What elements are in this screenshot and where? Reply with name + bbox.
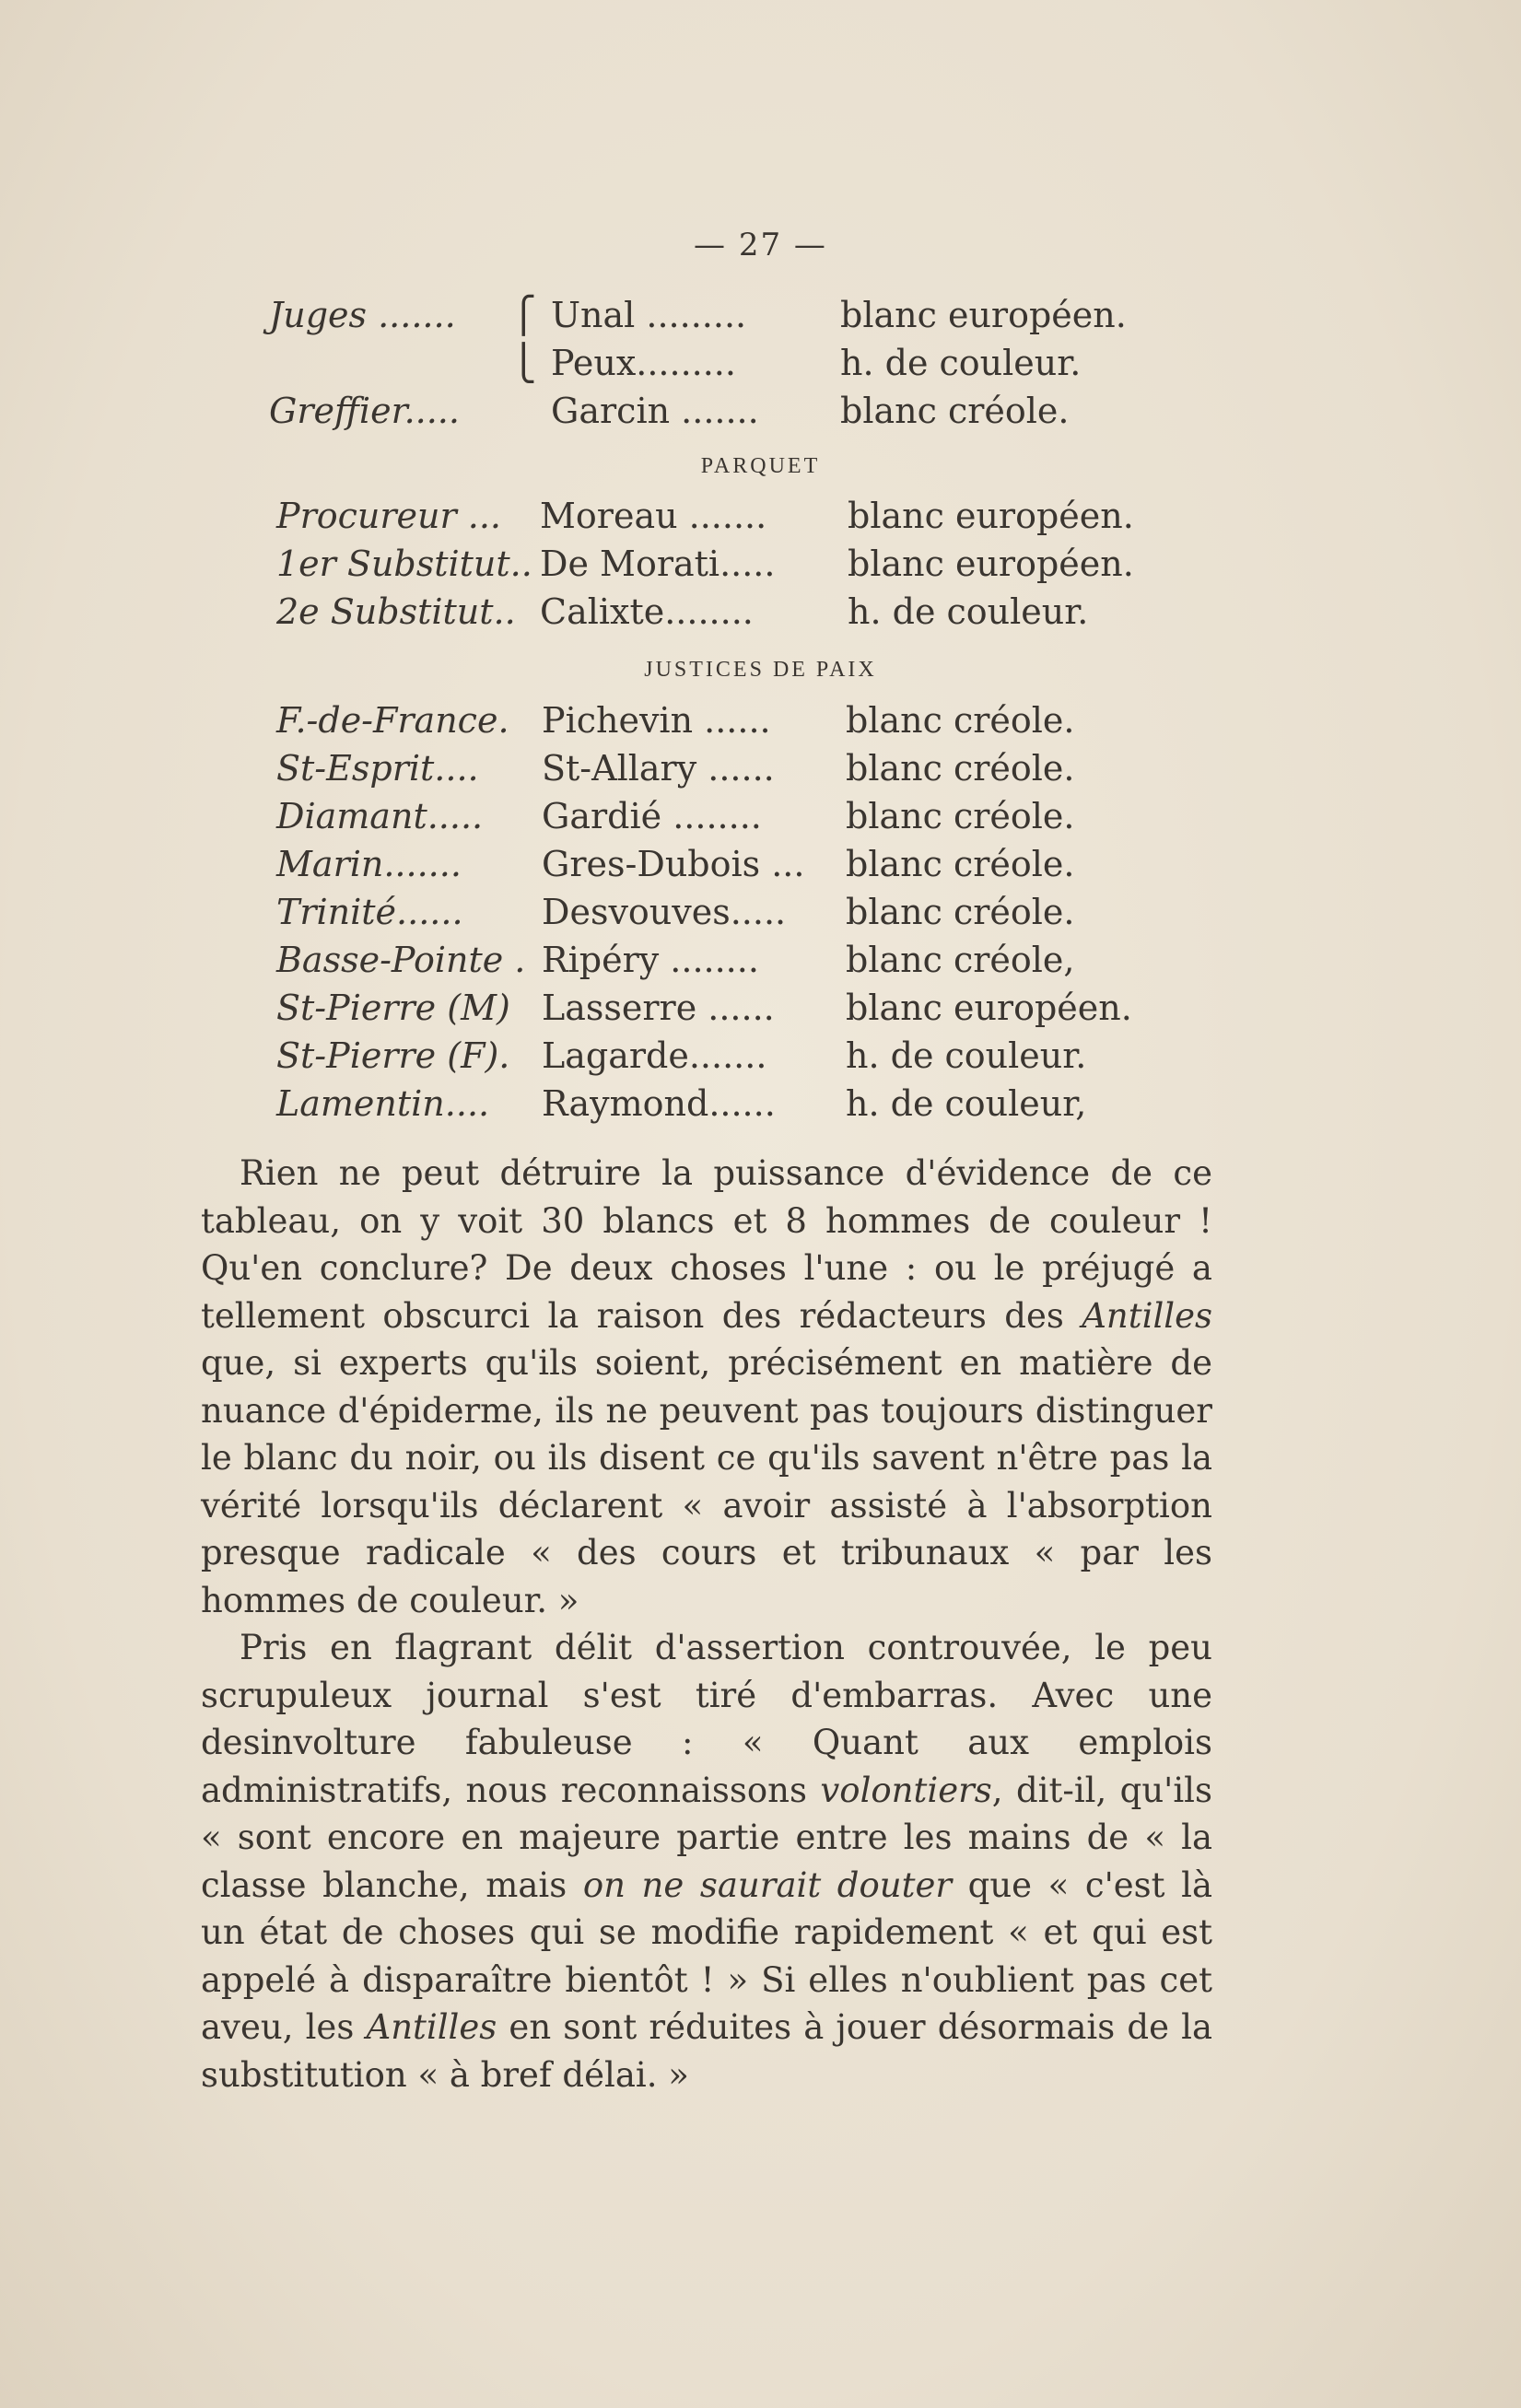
person-name: Gardié ........ [542,796,762,836]
table-row [276,744,1161,792]
person-status: h. de couleur. [840,343,1082,383]
paragraph [201,1150,1212,1624]
body-text [201,1150,1212,2098]
person-status: blanc créole. [846,844,1075,884]
table-row [276,888,1161,936]
italic-run: volontiers [820,1770,992,1810]
brace-bottom: ⎩ [510,343,537,383]
role-label: 1er Substitut.. [276,544,532,584]
table-row [276,936,1161,984]
person-status: blanc créole. [846,700,1075,741]
table-row [276,1032,1161,1080]
table-row [276,792,1161,840]
person-name: Raymond...... [542,1083,776,1124]
table-row [276,696,1161,744]
role-label: F.-de-France. [276,700,509,741]
person-status: blanc créole. [840,391,1070,431]
person-name: Gres-Dubois ... [542,844,805,884]
person-status: blanc européen. [848,544,1134,584]
section-heading-justices: JUSTICES DE PAIX [644,658,877,682]
person-status: blanc créole, [846,940,1075,980]
person-name: Lasserre ...... [542,988,775,1028]
person-status: blanc européen. [848,496,1134,536]
role-label: Marin....... [276,844,462,884]
person-name: Lagarde....... [542,1035,767,1076]
person-status: blanc européen. [840,295,1127,335]
person-status: h. de couleur. [848,591,1089,632]
role-label: Diamant..... [276,796,484,836]
person-status: blanc européen. [846,988,1132,1028]
table-row [276,840,1161,888]
italic-run: on ne saurait douter [582,1864,953,1905]
role-label: 2e Substitut.. [276,591,516,632]
person-status: h. de couleur. [846,1035,1087,1076]
person-status: blanc créole. [846,892,1075,932]
text-run: , dit-il, qu'ils « sont encore en majeure partie entre les mains de « la classe blanche, mais [201,1770,1213,1905]
italic-run: Antilles [366,2007,497,2047]
role-label: Lamentin.... [276,1083,490,1124]
text-run: que « c'est là un état de choses qui se modifie rapidement « et qui est appelé à disparaître bientôt ! » Si elles n'oublient pas cet aveu, les [201,1864,1213,2047]
italic-run: Antilles [1082,1295,1212,1336]
person-name: Desvouves..... [542,892,787,932]
role-label: Basse-Pointe . [276,940,526,980]
paragraph [201,1624,1212,2098]
table-row [276,1080,1161,1128]
table-row [276,492,1161,540]
person-status: blanc créole. [846,748,1075,789]
person-name: St-Allary ...... [542,748,775,789]
role-label: Procureur ... [276,496,501,536]
person-name: Garcin ....... [551,391,759,431]
table-row [269,387,1153,435]
role-label: Juges ....... [269,295,456,335]
table-row [269,291,1153,339]
person-name: Moreau ....... [540,496,767,536]
person-name: Unal ......... [551,295,747,335]
brace-top: ⎧ [510,295,537,335]
person-status: blanc créole. [846,796,1075,836]
text-run: en sont réduites à jouer désormais de la substitution « à bref délai. » [201,2007,1212,2095]
person-name: Pichevin ...... [542,700,771,741]
table-row [269,339,1153,387]
person-name: Peux......... [551,343,736,383]
person-name: Ripéry ........ [542,940,759,980]
text-run: Rien ne peut détruire la puissance d'évidence de ce tableau, on y voit 30 blancs et 8 hommes de couleur ! Qu'en conclure? De deux choses l'une : ou le préjugé a tellement obscurci la raison des rédacteurs des [201,1153,1212,1336]
role-label: Greffier..... [269,391,460,431]
table-row [276,984,1161,1032]
person-name: De Morati..... [540,544,776,584]
role-label: St-Pierre (F). [276,1035,510,1076]
role-label: St-Pierre (M) [276,988,510,1028]
role-label: St-Esprit.... [276,748,479,789]
text-run: Pris en flagrant délit d'assertion controuvée, le peu scrupuleux journal s'est tiré d'embarras. Avec une desinvolture fabuleuse : « Quant aux emplois administratifs, nous reconnaissons [201,1628,1212,1810]
table-row [276,588,1161,636]
person-status: h. de couleur, [846,1083,1087,1124]
page-number: — 27 — [694,227,827,263]
table-row [276,540,1161,588]
role-label: Trinité...... [276,892,463,932]
person-name: Calixte........ [540,591,754,632]
text-run: que, si experts qu'ils soient, précisément en matière de nuance d'épiderme, ils ne peuvent pas toujours distinguer le blanc du noir, ou ils disent ce qu'ils savent n'être pas la vérité lorsqu'ils déclarent « avoir assisté à l'absorption presque radicale « des cours et tribunaux « par les hommes de couleur. » [201,1343,1212,1620]
section-heading-parquet: PARQUET [700,454,821,478]
